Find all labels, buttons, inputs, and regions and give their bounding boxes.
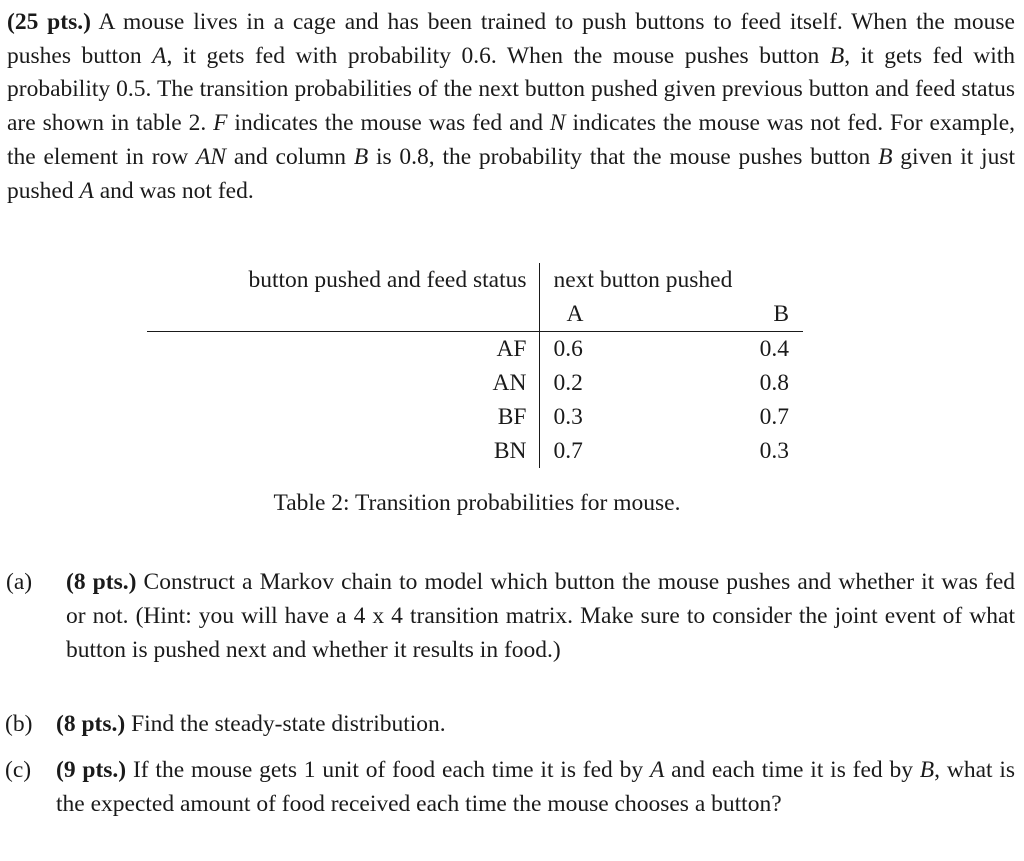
cell-a: 0.2 (553, 370, 583, 396)
cell-b: 0.8 (759, 370, 789, 396)
statement-text: indicates the mouse was not fed. For example, the element in row (7, 110, 1015, 170)
cell-b: 0.4 (759, 336, 789, 362)
math-var: A (152, 42, 167, 69)
problem-points: (25 pts.) (7, 9, 91, 35)
row-header: button pushed and feed status (147, 263, 539, 297)
math-var: A (649, 757, 665, 783)
statement-text: and column (226, 143, 354, 170)
part-text (66, 565, 1015, 667)
cell-a: 0.3 (553, 404, 583, 430)
problem-statement (7, 6, 1015, 208)
part-body: Find the steady-state distribution. (125, 711, 446, 737)
math-var: B (353, 143, 369, 170)
part-body: Construct a Markov chain to model which button the mouse pushes and whether it was fed or not. (Hint: you will have a 4 x 4 transition matrix. Make sure to consider the joint event of what button is pushed next and whether it results in food.) (66, 569, 1016, 663)
statement-text: is 0.8, the probability that the mouse pushes button (368, 143, 879, 170)
table-caption: Table 2: Transition probabilities for mouse. (273, 490, 681, 516)
statement-text: and was not fed. (93, 177, 254, 204)
cell-b: 0.3 (759, 438, 789, 464)
table-row (147, 400, 803, 434)
math-var: F (213, 110, 228, 137)
part-points: (9 pts.) (56, 757, 127, 783)
math-var: N (549, 110, 566, 137)
part-b (0, 707, 1015, 741)
table-row (147, 434, 803, 468)
math-var: B (878, 143, 893, 170)
part-body: If the mouse gets 1 unit of food each time it is fed by (126, 757, 650, 783)
statement-text: , it gets fed with probability 0.6. When the mouse pushes button (166, 42, 830, 69)
math-var: B (829, 42, 845, 69)
column-b-header: B (699, 297, 803, 332)
part-text (56, 707, 1015, 741)
statement-text: , it gets fed with probability 0.5. The transition probabilities of the next button pushed given previous button and feed status are shown in table 2. (7, 42, 1016, 137)
part-body: , what is the expected amount of food received each time the mouse chooses a button? (56, 757, 1016, 817)
cell-b: 0.7 (759, 404, 789, 430)
column-a-header: A (539, 297, 699, 332)
row-label: BN (147, 434, 539, 468)
cell-a: 0.6 (553, 336, 583, 362)
part-points: (8 pts.) (66, 569, 137, 595)
transition-table (147, 263, 803, 468)
math-var: B (919, 757, 935, 783)
cell-a: 0.7 (553, 438, 583, 464)
row-label: AN (147, 366, 539, 400)
part-label: (c) (5, 757, 32, 783)
row-label: AF (147, 332, 539, 367)
part-label: (a) (6, 569, 33, 595)
part-text (56, 753, 1015, 821)
table-row (147, 366, 803, 400)
part-c (0, 753, 1015, 857)
part-label: (b) (5, 711, 33, 737)
statement-text: given it just pushed (7, 143, 1015, 204)
statement-text: indicates the mouse was fed and (227, 110, 550, 137)
part-a (0, 565, 1015, 705)
math-var: AN (196, 143, 227, 170)
table-row (147, 332, 803, 367)
part-points: (8 pts.) (56, 711, 126, 737)
statement-text: A mouse lives in a cage and has been trained to push buttons to feed itself. When the mouse pushes button (7, 9, 1015, 69)
row-label: BF (147, 400, 539, 434)
column-header: next button pushed (553, 267, 733, 293)
row-header-spacer (147, 297, 539, 332)
part-body: and each time it is fed by (664, 757, 920, 783)
math-var: A (79, 177, 94, 204)
